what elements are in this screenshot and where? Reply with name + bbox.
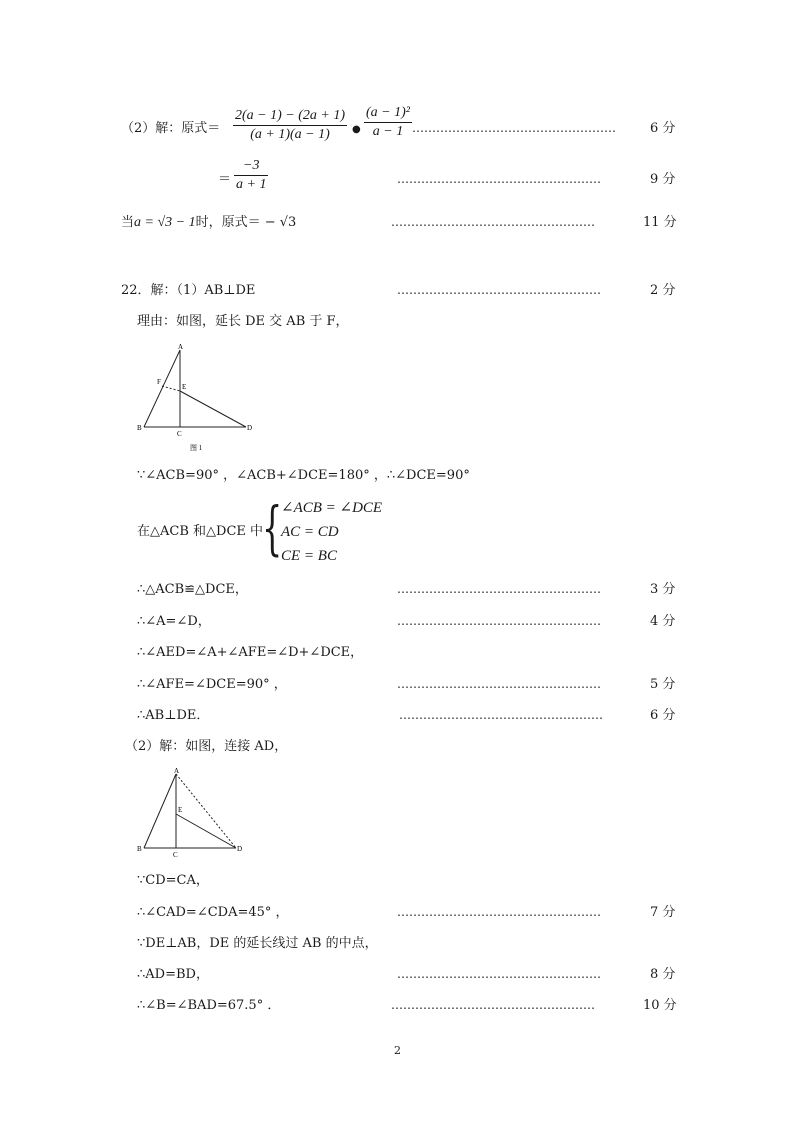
label-b: B — [137, 845, 142, 853]
in-triangles-text: 在△ACB 和△DCE 中 — [137, 524, 264, 539]
score-leader: …………………………………………… — [397, 905, 601, 919]
figure-1 — [134, 340, 264, 455]
fraction-2 — [364, 105, 412, 140]
proof-step: ∴∠B=∠BAD=67.5° ． — [137, 998, 281, 1013]
score-mark: 8 分 — [650, 967, 676, 982]
score-leader: …………………………………………… — [397, 614, 601, 628]
segment-ad-dashed — [176, 774, 236, 848]
label-d: D — [247, 424, 253, 432]
page-number: 2 — [394, 1044, 401, 1057]
proof-step: ∴∠AED=∠A+∠AFE=∠D+∠DCE， — [137, 645, 364, 660]
label-b: B — [137, 424, 142, 432]
score-mark: 7 分 — [650, 905, 676, 920]
score-mark: 11 分 — [643, 215, 677, 230]
score-leader: …………………………………………… — [397, 967, 601, 981]
score-mark: 5 分 — [650, 677, 676, 692]
label-c: C — [173, 851, 178, 859]
fraction-1 — [233, 108, 347, 143]
equation-system — [281, 496, 382, 568]
result-text: 时，原式＝ − √3 — [195, 215, 297, 230]
label-a: A — [174, 767, 180, 775]
label-a: A — [178, 343, 184, 351]
score-leader: …………………………………………… — [397, 283, 601, 297]
given-line: ∵∠ACB=90° ，∠ACB+∠DCE=180° ，∴∠DCE=90° — [137, 468, 470, 483]
multiply-dot: ● — [352, 124, 361, 135]
score-leader: …………………………………………… — [397, 582, 601, 596]
system-line: CE = BC — [281, 548, 337, 564]
label-d: D — [237, 845, 243, 853]
left-brace: { — [262, 494, 283, 562]
label-c: C — [177, 430, 182, 438]
label-f: F — [157, 378, 161, 386]
segment-ed — [180, 391, 246, 427]
fraction-2-numerator: (a − 1)² — [364, 105, 412, 123]
fraction-1-denominator: (a + 1)(a − 1) — [250, 127, 330, 142]
proof-step: ∴∠AFE=∠DCE=90° ， — [137, 677, 287, 692]
proof-step: ∴AD=BD， — [137, 967, 209, 982]
score-mark: 6 分 — [650, 121, 676, 136]
figure-2 — [134, 766, 254, 861]
segment-ab — [144, 774, 176, 848]
score-mark: 9 分 — [650, 172, 676, 187]
q22-heading: 22．解：（1）AB⊥DE — [121, 283, 256, 298]
substitution-line — [121, 215, 296, 231]
label-e: E — [178, 806, 183, 814]
fraction-1-numerator: 2(a − 1) − (2a + 1) — [233, 108, 347, 126]
proof-step: ∴△ACB≌△DCE， — [137, 582, 248, 597]
figure-1-caption: 图 1 — [190, 444, 203, 452]
score-leader: …………………………………………… — [391, 998, 595, 1012]
score-leader: …………………………………………… — [397, 172, 601, 186]
segment-fe-dashed — [162, 386, 180, 391]
when-text: 当 — [121, 215, 135, 230]
fraction-3-numerator: −3 — [234, 158, 268, 176]
score-leader: …………………………………………… — [399, 708, 603, 722]
score-mark: 10 分 — [643, 998, 677, 1013]
score-leader: …………………………………………… — [391, 215, 595, 229]
part2-heading: （2）解：如图，连接 AD， — [125, 739, 288, 754]
proof-step: ∴∠CAD=∠CDA=45° ， — [137, 905, 289, 920]
proof-step: ∴AB⊥DE． — [137, 708, 210, 723]
prev-part2-label: （2）解：原式＝ — [121, 121, 221, 136]
proof-step: ∵DE⊥AB，DE 的延长线过 AB 的中点， — [137, 936, 378, 951]
reason-text: 理由：如图，延长 DE 交 AB 于 F， — [137, 314, 349, 329]
score-mark: 6 分 — [650, 708, 676, 723]
label-e: E — [182, 383, 187, 391]
segment-ed — [176, 814, 236, 848]
system-line: ∠ACB = ∠DCE — [281, 500, 383, 516]
score-leader: …………………………………………… — [397, 677, 601, 691]
a-value: a = √3 − 1 — [134, 215, 196, 230]
score-leader: …………………………………………… — [412, 121, 616, 135]
score-mark: 2 分 — [650, 283, 676, 298]
proof-step: ∴∠A=∠D， — [137, 614, 211, 629]
fraction-3 — [234, 158, 268, 193]
equals-sign: ＝ — [218, 172, 232, 187]
system-line: AC = CD — [281, 524, 339, 540]
segment-ab — [144, 350, 180, 427]
fraction-3-denominator: a + 1 — [236, 177, 267, 192]
proof-step: ∵CD=CA， — [137, 873, 209, 888]
fraction-2-denominator: a − 1 — [372, 124, 404, 139]
score-mark: 3 分 — [650, 582, 676, 597]
score-mark: 4 分 — [650, 614, 676, 629]
